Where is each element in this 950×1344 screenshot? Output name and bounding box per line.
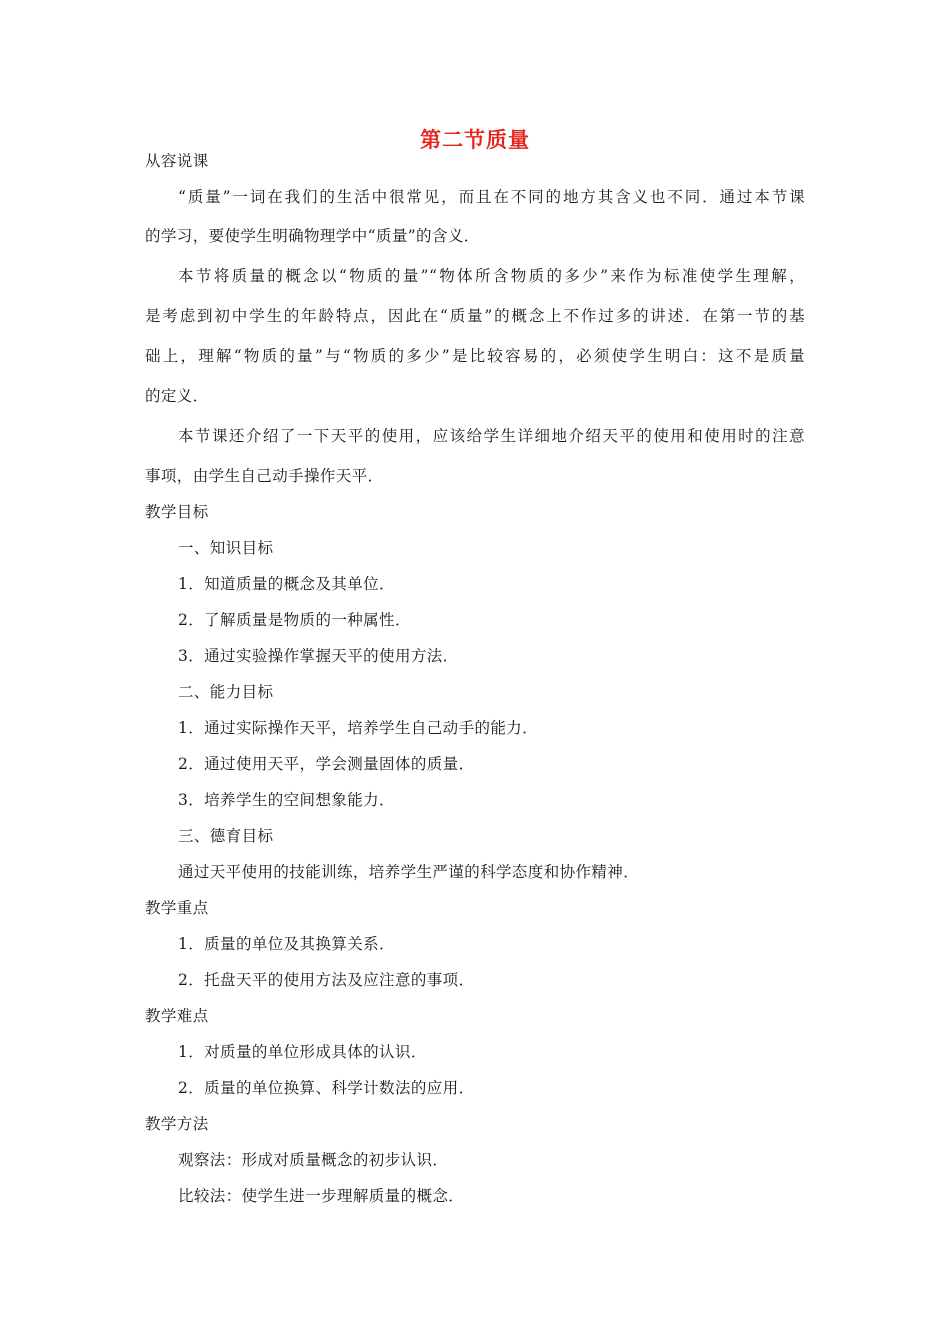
list-item: 2．了解质量是物质的一种属性．: [178, 611, 411, 629]
paragraph-line: 本节课还介绍了一下天平的使用，应该给学生详细地介绍天平的使用和使用时的注意: [178, 427, 805, 445]
section-heading: 教学重点: [145, 899, 209, 917]
paragraph-line: 础上，理解“物质的量”与“物质的多少”是比较容易的，必须使学生明白：这不是质量: [145, 347, 805, 365]
list-item: 1．对质量的单位形成具体的认识．: [178, 1043, 427, 1061]
paragraph-line: 的定义．: [145, 387, 209, 405]
paragraph-line: 本节将质量的概念以“物质的量”“物体所含物质的多少”来作为标准使学生理解，: [178, 267, 805, 285]
section-heading: 从容说课: [145, 152, 209, 170]
section-heading: 教学难点: [145, 1007, 209, 1025]
subsection-heading: 一、知识目标: [178, 539, 274, 557]
list-item: 3．通过实验操作掌握天平的使用方法．: [178, 647, 459, 665]
paragraph-line: 的学习，要使学生明确物理学中“质量”的含义．: [145, 227, 480, 245]
list-item: 2．通过使用天平，学会测量固体的质量．: [178, 755, 475, 773]
list-item: 1．知道质量的概念及其单位．: [178, 575, 395, 593]
paragraph-line: 是考虑到初中学生的年龄特点，因此在“质量”的概念上不作过多的讲述．在第一节的基: [145, 307, 805, 325]
section-heading: 教学目标: [145, 503, 209, 521]
paragraph-line: “质量”一词在我们的生活中很常见，而且在不同的地方其含义也不同．通过本节课: [178, 188, 805, 206]
list-item: 1．质量的单位及其换算关系．: [178, 935, 395, 953]
section-heading: 教学方法: [145, 1115, 209, 1133]
paragraph-line: 通过天平使用的技能训练，培养学生严谨的科学态度和协作精神．: [178, 863, 640, 881]
list-item: 比较法：使学生进一步理解质量的概念．: [178, 1187, 465, 1205]
subsection-heading: 三、德育目标: [178, 827, 274, 845]
paragraph-line: 事项，由学生自己动手操作天平．: [145, 467, 384, 485]
list-item: 3．培养学生的空间想象能力．: [178, 791, 395, 809]
subsection-heading: 二、能力目标: [178, 683, 274, 701]
list-item: 观察法：形成对质量概念的初步认识．: [178, 1151, 449, 1169]
document-title: 第二节质量: [420, 128, 530, 152]
list-item: 2．质量的单位换算、科学计数法的应用．: [178, 1079, 475, 1097]
list-item: 2．托盘天平的使用方法及应注意的事项．: [178, 971, 475, 989]
list-item: 1．通过实际操作天平，培养学生自己动手的能力．: [178, 719, 539, 737]
